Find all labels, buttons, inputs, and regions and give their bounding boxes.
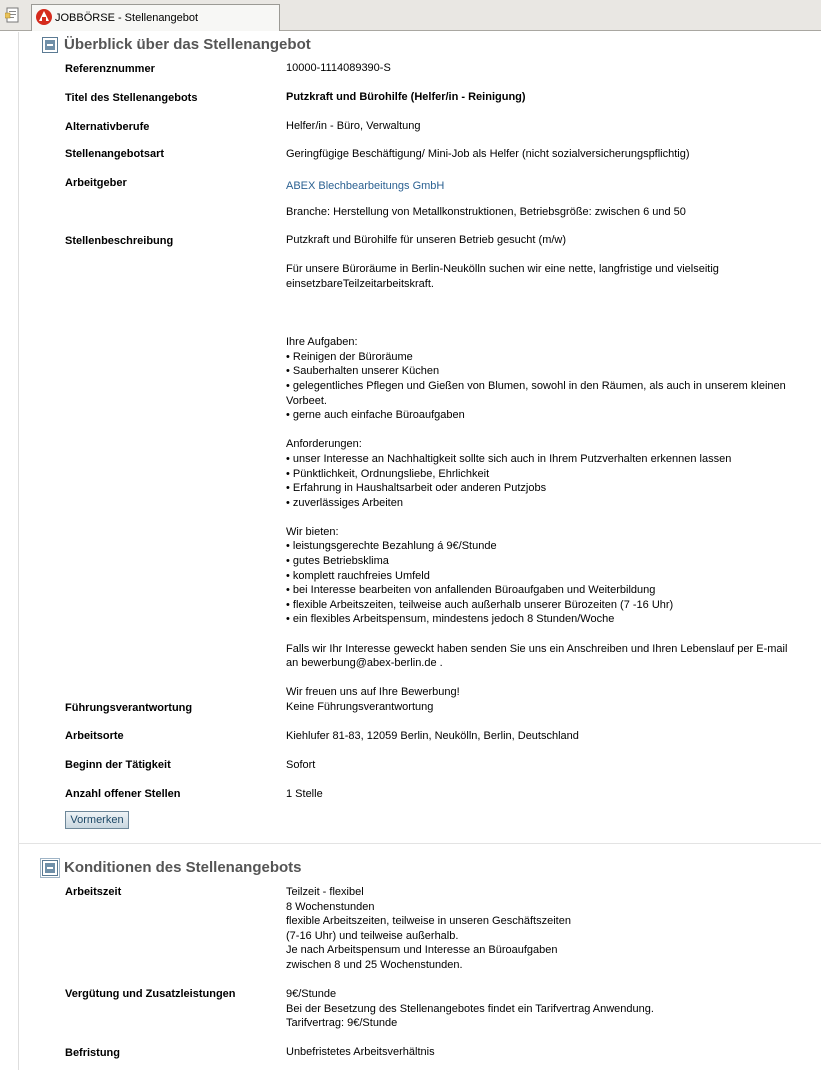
- value-branche: Branche: Herstellung von Metallkonstruktionen, Betriebsgröße: zwischen 6 und 50: [286, 206, 686, 218]
- label-fuehrungsverantwortung: Führungsverantwortung: [65, 702, 193, 714]
- text-line: [286, 423, 806, 438]
- text-line: Wir bieten:: [286, 525, 339, 538]
- value-arbeitszeit: [286, 885, 806, 973]
- vormerken-button[interactable]: Vormerken: [65, 811, 129, 829]
- agentur-logo-icon: [36, 9, 52, 25]
- text-line: • gelegentliches Pflegen und Gießen von Blumen, sowohl in den Räumen, als auch in unserem kleinen: [286, 379, 786, 392]
- text-line: [286, 248, 806, 263]
- text-line: Tarifvertrag: 9€/Stunde: [286, 1017, 398, 1030]
- label-beginn: Beginn der Tätigkeit: [65, 759, 171, 771]
- section-header-konditionen: [42, 859, 302, 876]
- text-line: Putzkraft und Bürohilfe für unseren Betrieb gesucht (m/w): [286, 234, 567, 246]
- text-line: [286, 291, 806, 306]
- browser-tab-bar: [0, 0, 821, 31]
- label-alternativberufe: Alternativberufe: [65, 121, 150, 133]
- collapse-icon[interactable]: [42, 37, 58, 53]
- value-beginn: Sofort: [286, 759, 316, 771]
- text-line: • Pünktlichkeit, Ordnungsliebe, Ehrlichkeit: [286, 467, 490, 480]
- label-verguetung: Vergütung und Zusatzleistungen: [65, 988, 236, 1000]
- label-anzahl: Anzahl offener Stellen: [65, 788, 181, 800]
- collapse-icon[interactable]: [42, 860, 58, 876]
- text-line: Wir freuen uns auf Ihre Bewerbung!: [286, 686, 460, 699]
- value-anzahl: 1 Stelle: [286, 788, 323, 800]
- tab-title: JOBBÖRSE - Stellenangebot: [55, 12, 199, 24]
- text-line: • leistungsgerechte Bezahlung á 9€/Stunde: [286, 540, 497, 553]
- label-stellenangebotsart: Stellenangebotsart: [65, 148, 165, 160]
- value-stellenangebotsart: Geringfügige Beschäftigung/ Mini-Job als Helfer (nicht sozialversicherungspflichtig): [286, 148, 690, 160]
- value-referenznummer: 10000-1114089390-S: [286, 62, 391, 74]
- value-fuehrungsverantwortung: Keine Führungsverantwortung: [286, 701, 434, 713]
- text-line: Für unsere Büroräume in Berlin-Neukölln suchen wir eine nette, langfristige und vielseitig: [286, 263, 719, 276]
- section-title-konditionen: Konditionen des Stellenangebots: [64, 859, 302, 876]
- text-line: • gutes Betriebsklima: [286, 555, 389, 568]
- section-divider: [18, 843, 821, 844]
- text-line: zwischen 8 und 25 Wochenstunden.: [286, 958, 463, 971]
- value-alternativberufe: Helfer/in - Büro, Verwaltung: [286, 120, 421, 132]
- label-arbeitgeber: Arbeitgeber: [65, 177, 127, 189]
- label-stellenbeschreibung: Stellenbeschreibung: [65, 235, 174, 247]
- text-line: [286, 510, 806, 525]
- text-line: [286, 306, 806, 321]
- text-line: Je nach Arbeitspensum und Interesse an Büroaufgaben: [286, 944, 558, 957]
- text-line: • ein flexibles Arbeitspensum, mindestens jedoch 8 Stunden/Woche: [286, 613, 615, 626]
- value-befristung: Unbefristetes Arbeitsverhältnis: [286, 1046, 435, 1058]
- text-line: • gerne auch einfache Büroaufgaben: [286, 409, 465, 422]
- content-left-border: [18, 32, 19, 1070]
- value-arbeitsorte: Kiehlufer 81-83, 12059 Berlin, Neukölln, Berlin, Deutschland: [286, 730, 579, 742]
- text-line: (7-16 Uhr) und teilweise außerhalb.: [286, 929, 459, 942]
- text-line: [286, 321, 806, 336]
- value-verguetung: [286, 987, 806, 1031]
- text-line: 9€/Stunde: [286, 988, 337, 1000]
- label-referenznummer: Referenznummer: [65, 63, 155, 75]
- text-line: • unser Interesse an Nachhaltigkeit sollte sich auch in Ihrem Putzverhalten erkennen lassen: [286, 452, 732, 465]
- employer-link[interactable]: ABEX Blechbearbeitungs GmbH: [286, 180, 445, 192]
- text-line: flexible Arbeitszeiten, teilweise in unseren Geschäftszeiten: [286, 915, 571, 928]
- text-line: Teilzeit - flexibel: [286, 886, 364, 898]
- value-titel: Putzkraft und Bürohilfe (Helfer/in - Reinigung): [286, 91, 526, 103]
- text-line: Ihre Aufgaben:: [286, 336, 358, 349]
- text-line: 8 Wochenstunden: [286, 900, 375, 913]
- section-header-overview: [42, 36, 311, 53]
- tab-stellenangebot[interactable]: [31, 4, 280, 31]
- text-line: • bei Interesse bearbeiten von anfallenden Büroaufgaben und Weiterbildung: [286, 584, 656, 597]
- text-line: • flexible Arbeitszeiten, teilweise auch außerhalb unserer Bürozeiten (7 -16 Uhr): [286, 598, 674, 611]
- label-befristung: Befristung: [65, 1047, 120, 1059]
- text-line: • komplett rauchfreies Umfeld: [286, 569, 430, 582]
- section-title-overview: Überblick über das Stellenangebot: [64, 36, 311, 53]
- text-line: Anforderungen:: [286, 438, 362, 451]
- text-line: einsetzbareTeilzeitarbeitskraft.: [286, 277, 434, 290]
- text-line: Vorbeet.: [286, 394, 327, 407]
- label-titel: Titel des Stellenangebots: [65, 92, 198, 104]
- label-arbeitsorte: Arbeitsorte: [65, 730, 124, 742]
- job-description: [286, 233, 806, 700]
- text-line: • Reinigen der Büroräume: [286, 350, 413, 363]
- text-line: Bei der Besetzung des Stellenangebotes findet ein Tarifvertrag Anwendung.: [286, 1002, 654, 1015]
- text-line: • Erfahrung in Haushaltsarbeit oder anderen Putzjobs: [286, 482, 547, 495]
- label-arbeitszeit: Arbeitszeit: [65, 886, 122, 898]
- text-line: • zuverlässiges Arbeiten: [286, 496, 403, 509]
- text-line: [286, 671, 806, 686]
- text-line: • Sauberhalten unserer Küchen: [286, 365, 440, 378]
- text-line: [286, 627, 806, 642]
- page-icon[interactable]: [5, 7, 21, 23]
- text-line: Falls wir Ihr Interesse geweckt haben senden Sie uns ein Anschreiben und Ihren Lebenslauf per E-mail: [286, 642, 788, 655]
- text-line: an bewerbung@abex-berlin.de .: [286, 657, 443, 670]
